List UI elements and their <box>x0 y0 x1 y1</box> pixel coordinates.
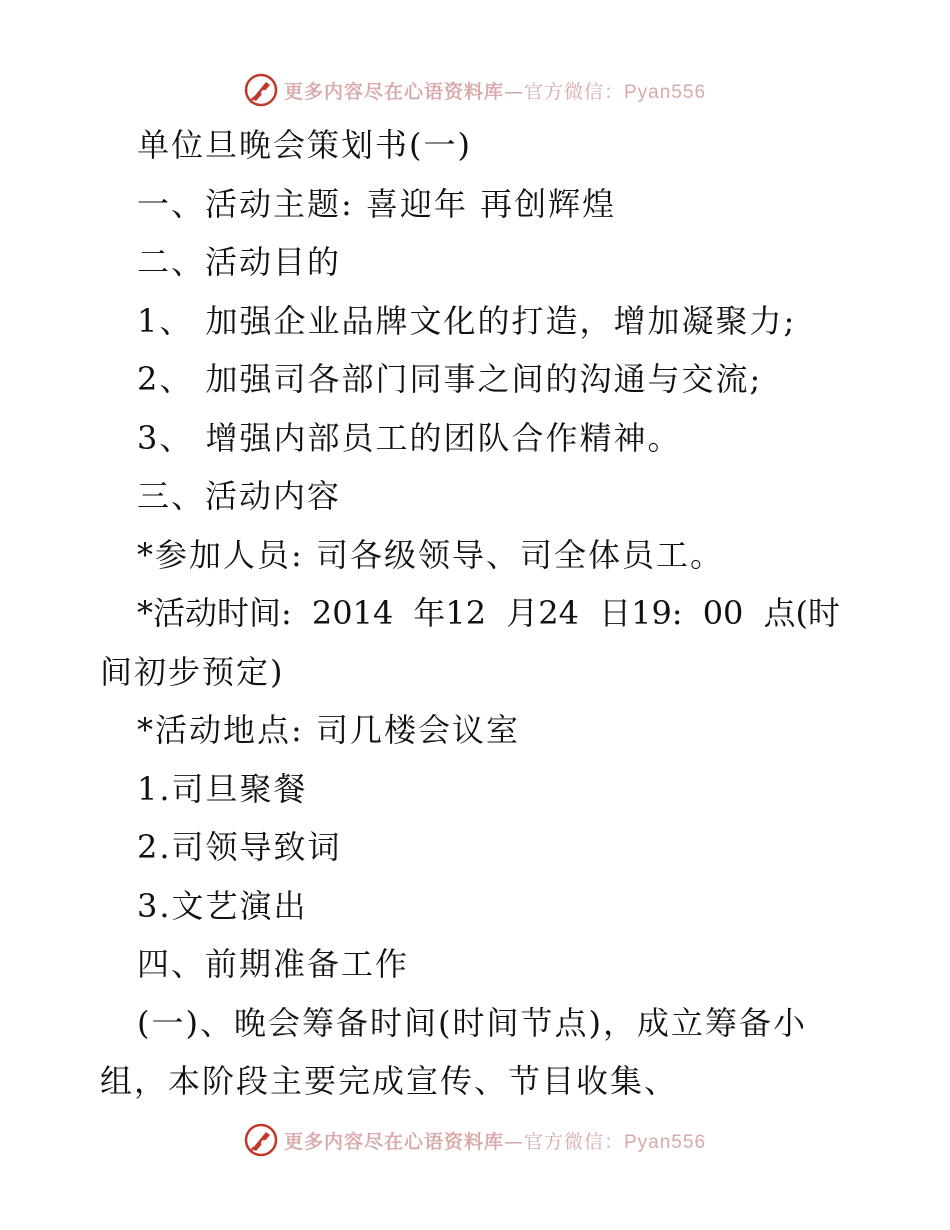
watermark-wechat-id: Pyan556 <box>624 81 707 103</box>
paragraph-4-line-2: 组，本阶段主要完成宣传、节目收集、 <box>100 1062 679 1100</box>
section-heading-3: 三、活动内容 <box>137 477 342 515</box>
quill-logo-icon <box>244 1123 278 1157</box>
watermark-text: 更多内容尽在心语资料库 <box>283 1130 504 1153</box>
section-heading-1: 一、活动主题: 喜迎年 再创辉煌 <box>137 184 617 223</box>
item-time-word: 月24 <box>506 594 579 632</box>
item-location: *活动地点: 司几楼会议室 <box>137 711 520 749</box>
paragraph-4-line-1: (一)、晚会筹备时间(时间节点)，成立筹备小 <box>137 1003 807 1042</box>
watermark-wechat-id: Pyan556 <box>624 1131 707 1153</box>
watermark-dash: — <box>503 1130 524 1153</box>
list-item-2: 2.司领导致词 <box>137 828 342 866</box>
watermark-footer <box>0 1120 950 1160</box>
item-time-word: 年12 <box>413 594 487 632</box>
list-item-3: 3.文艺演出 <box>137 886 308 925</box>
item-time <box>100 584 840 643</box>
item-participants: *参加人员: 司各级领导、司全体员工。 <box>137 535 724 574</box>
watermark-header <box>0 70 950 110</box>
watermark-wechat-label: 官方微信： <box>523 1130 624 1153</box>
section-heading-2: 二、活动目的 <box>137 243 342 281</box>
watermark-dash: — <box>503 80 524 103</box>
item-time-word: 00 <box>702 594 744 632</box>
item-time-word: *活动时间: <box>137 594 292 632</box>
watermark-wechat-label: 官方微信： <box>523 80 624 103</box>
paragraph-1: 1、 加强企业品牌文化的打造，增加凝聚力; <box>137 301 797 340</box>
list-item-1: 1.司旦聚餐 <box>137 769 308 808</box>
item-time-continued: 间初步预定) <box>100 652 285 691</box>
watermark-text: 更多内容尽在心语资料库 <box>283 80 504 103</box>
document-title: 单位旦晚会策划书(一) <box>137 126 472 164</box>
quill-logo-icon <box>244 73 278 107</box>
paragraph-2: 2、 加强司各部门同事之间的沟通与交流; <box>137 360 763 398</box>
item-time-word: 日19: <box>599 594 683 632</box>
item-time-word: 2014 <box>311 594 394 632</box>
document-body <box>100 116 840 1111</box>
item-time-word: 点(时 <box>763 594 840 632</box>
section-heading-4: 四、前期准备工作 <box>137 945 410 983</box>
paragraph-3: 3、 增强内部员工的团队合作精神。 <box>137 418 682 457</box>
